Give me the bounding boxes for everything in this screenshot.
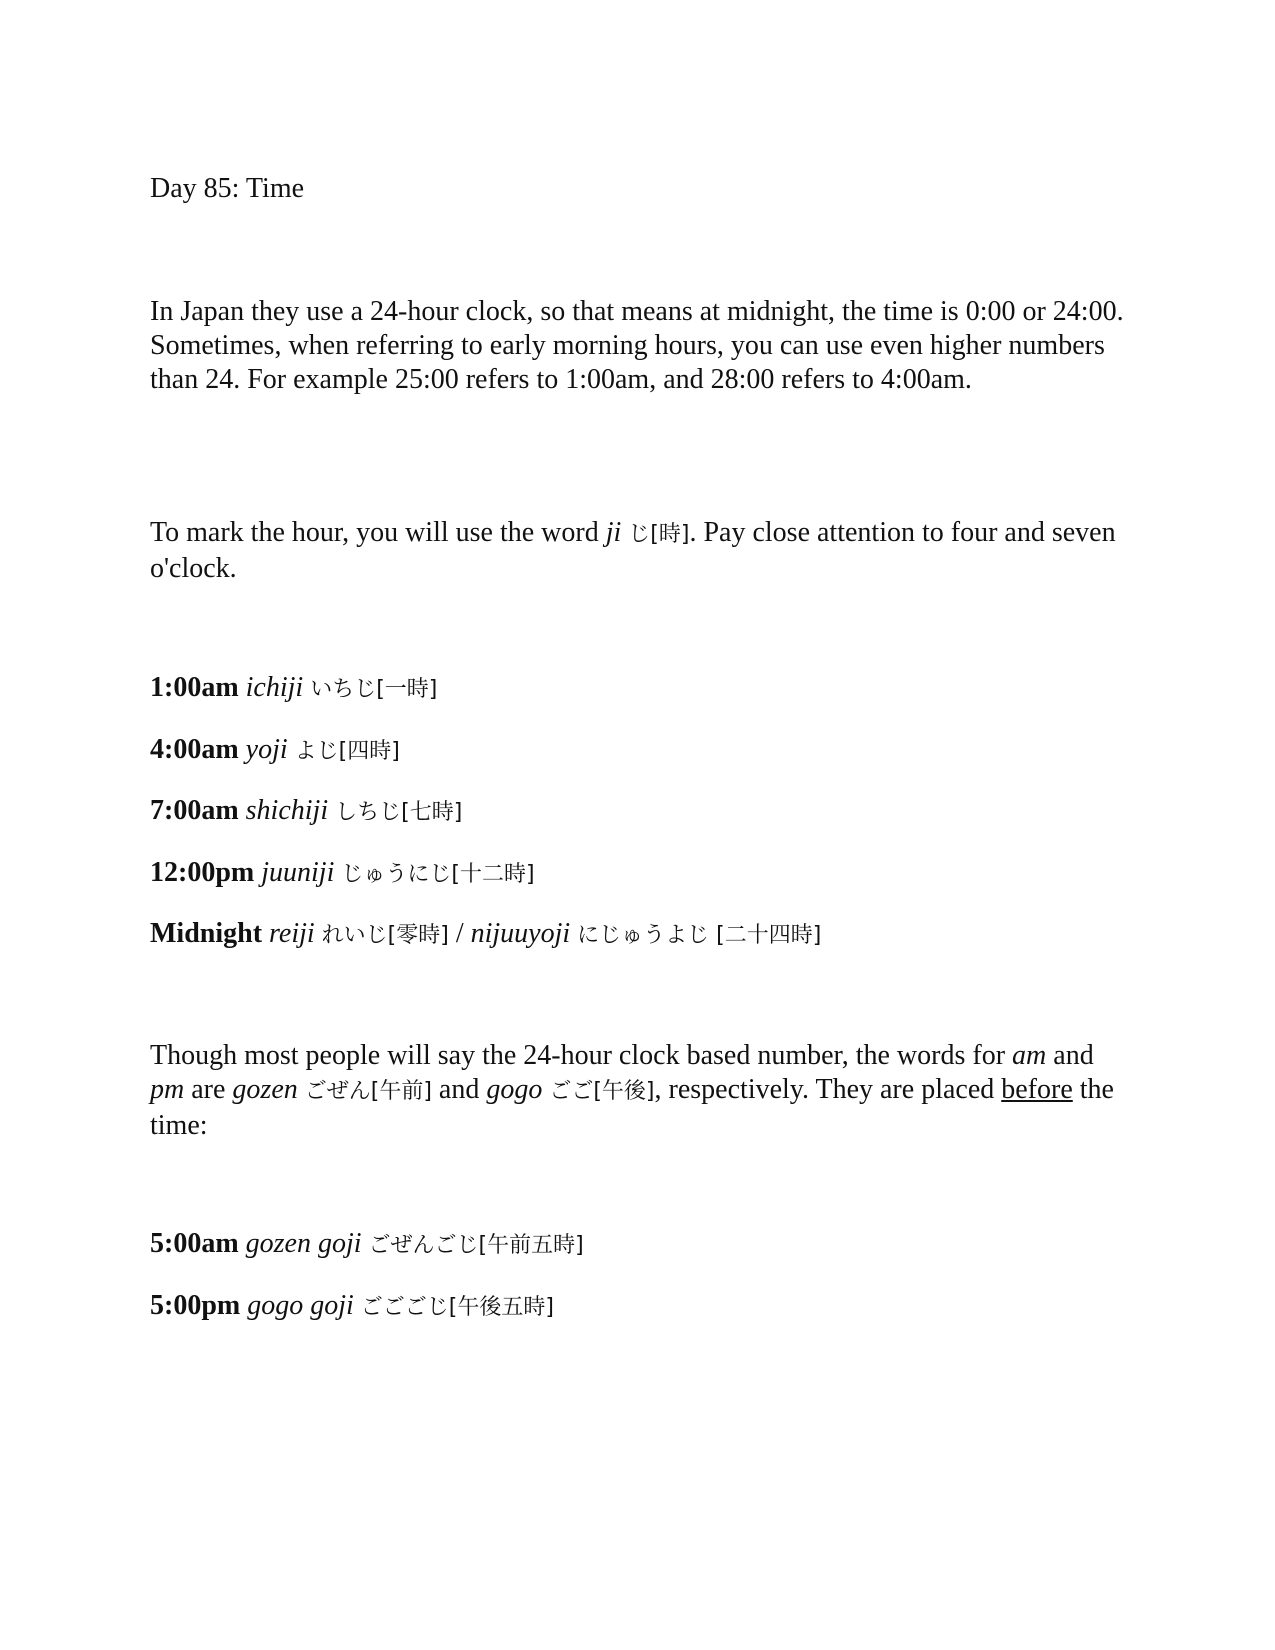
ampm-text: the time: bbox=[150, 1074, 1114, 1141]
before-word: before bbox=[1001, 1074, 1073, 1105]
example-romaji: gozen goji bbox=[245, 1228, 362, 1259]
hour-entry-romaji: juuniji bbox=[261, 857, 335, 888]
midnight-label: Midnight bbox=[150, 918, 263, 949]
hour-entry-romaji: yoji bbox=[245, 734, 288, 765]
hour-entry-time: 4:00am bbox=[150, 734, 239, 765]
example-entry-5pm bbox=[150, 1289, 554, 1325]
hour-entry-4am bbox=[150, 733, 400, 769]
hour-romaji: ji bbox=[605, 517, 622, 548]
gozen-romaji: gozen bbox=[232, 1074, 298, 1105]
ampm-text: and bbox=[431, 1074, 487, 1105]
hour-entry-kana: じゅうにじ[十二時] bbox=[341, 862, 535, 887]
intro-paragraph: In Japan they use a 24-hour clock, so that means at midnight, the time is 0:00 or 24:00. Sometimes, when referring to early morning hours, you can use even higher numbers than 24. For example 25:00 refers to 1:00am, and 28:00 refers to 4:00am. bbox=[150, 296, 1124, 395]
hour-entry-midnight bbox=[150, 917, 821, 953]
hour-entry-time: 7:00am bbox=[150, 795, 239, 826]
hour-entry-time: 1:00am bbox=[150, 672, 239, 703]
hour-entry-romaji: ichiji bbox=[245, 672, 304, 703]
hour-text-pre: To mark the hour, you will use the word bbox=[150, 517, 606, 548]
ampm-text: are bbox=[184, 1074, 233, 1105]
hour-entry-romaji: shichiji bbox=[245, 795, 329, 826]
hour-entry-kana: いちじ[一時] bbox=[310, 677, 438, 702]
example-time: 5:00pm bbox=[150, 1290, 241, 1321]
midnight-kana-1: れいじ[零時] bbox=[321, 923, 449, 948]
gogo-kana: ごご[午後] bbox=[542, 1079, 655, 1104]
midnight-kana-2: にじゅうよじ [二十四時] bbox=[577, 923, 822, 948]
midnight-separator: / bbox=[448, 918, 471, 949]
hour-entry-12pm bbox=[150, 856, 535, 892]
example-time: 5:00am bbox=[150, 1228, 239, 1259]
page-title: Day 85: Time bbox=[150, 173, 305, 204]
gozen-kana: ごぜん[午前] bbox=[297, 1079, 432, 1104]
hour-paragraph bbox=[150, 516, 1130, 586]
example-romaji: gogo goji bbox=[247, 1290, 354, 1321]
am-word: am bbox=[1012, 1040, 1047, 1071]
example-entry-5am bbox=[150, 1227, 584, 1263]
pm-word: pm bbox=[150, 1074, 185, 1105]
ampm-text: and bbox=[1046, 1040, 1094, 1071]
hour-entry-1am bbox=[150, 671, 437, 707]
midnight-romaji-1: reiji bbox=[269, 918, 315, 949]
hour-entry-kana: よじ[四時] bbox=[294, 739, 400, 764]
hour-entry-time: 12:00pm bbox=[150, 857, 255, 888]
ampm-paragraph bbox=[150, 1039, 1130, 1143]
example-kana: ごごごじ[午後五時] bbox=[360, 1295, 554, 1320]
hour-entry-kana: しちじ[七時] bbox=[335, 800, 463, 825]
ampm-text: Though most people will say the 24-hour clock based number, the words for bbox=[150, 1040, 1013, 1071]
hour-text-post: . Pay close attention to four and seven o'clock. bbox=[150, 517, 1116, 584]
gogo-romaji: gogo bbox=[486, 1074, 543, 1105]
example-kana: ごぜんごじ[午前五時] bbox=[368, 1233, 584, 1258]
midnight-romaji-2: nijuuyoji bbox=[470, 918, 571, 949]
ampm-text: , respectively. They are placed bbox=[654, 1074, 1002, 1105]
hour-entry-7am bbox=[150, 794, 462, 830]
hour-kana: じ[時] bbox=[621, 522, 690, 547]
